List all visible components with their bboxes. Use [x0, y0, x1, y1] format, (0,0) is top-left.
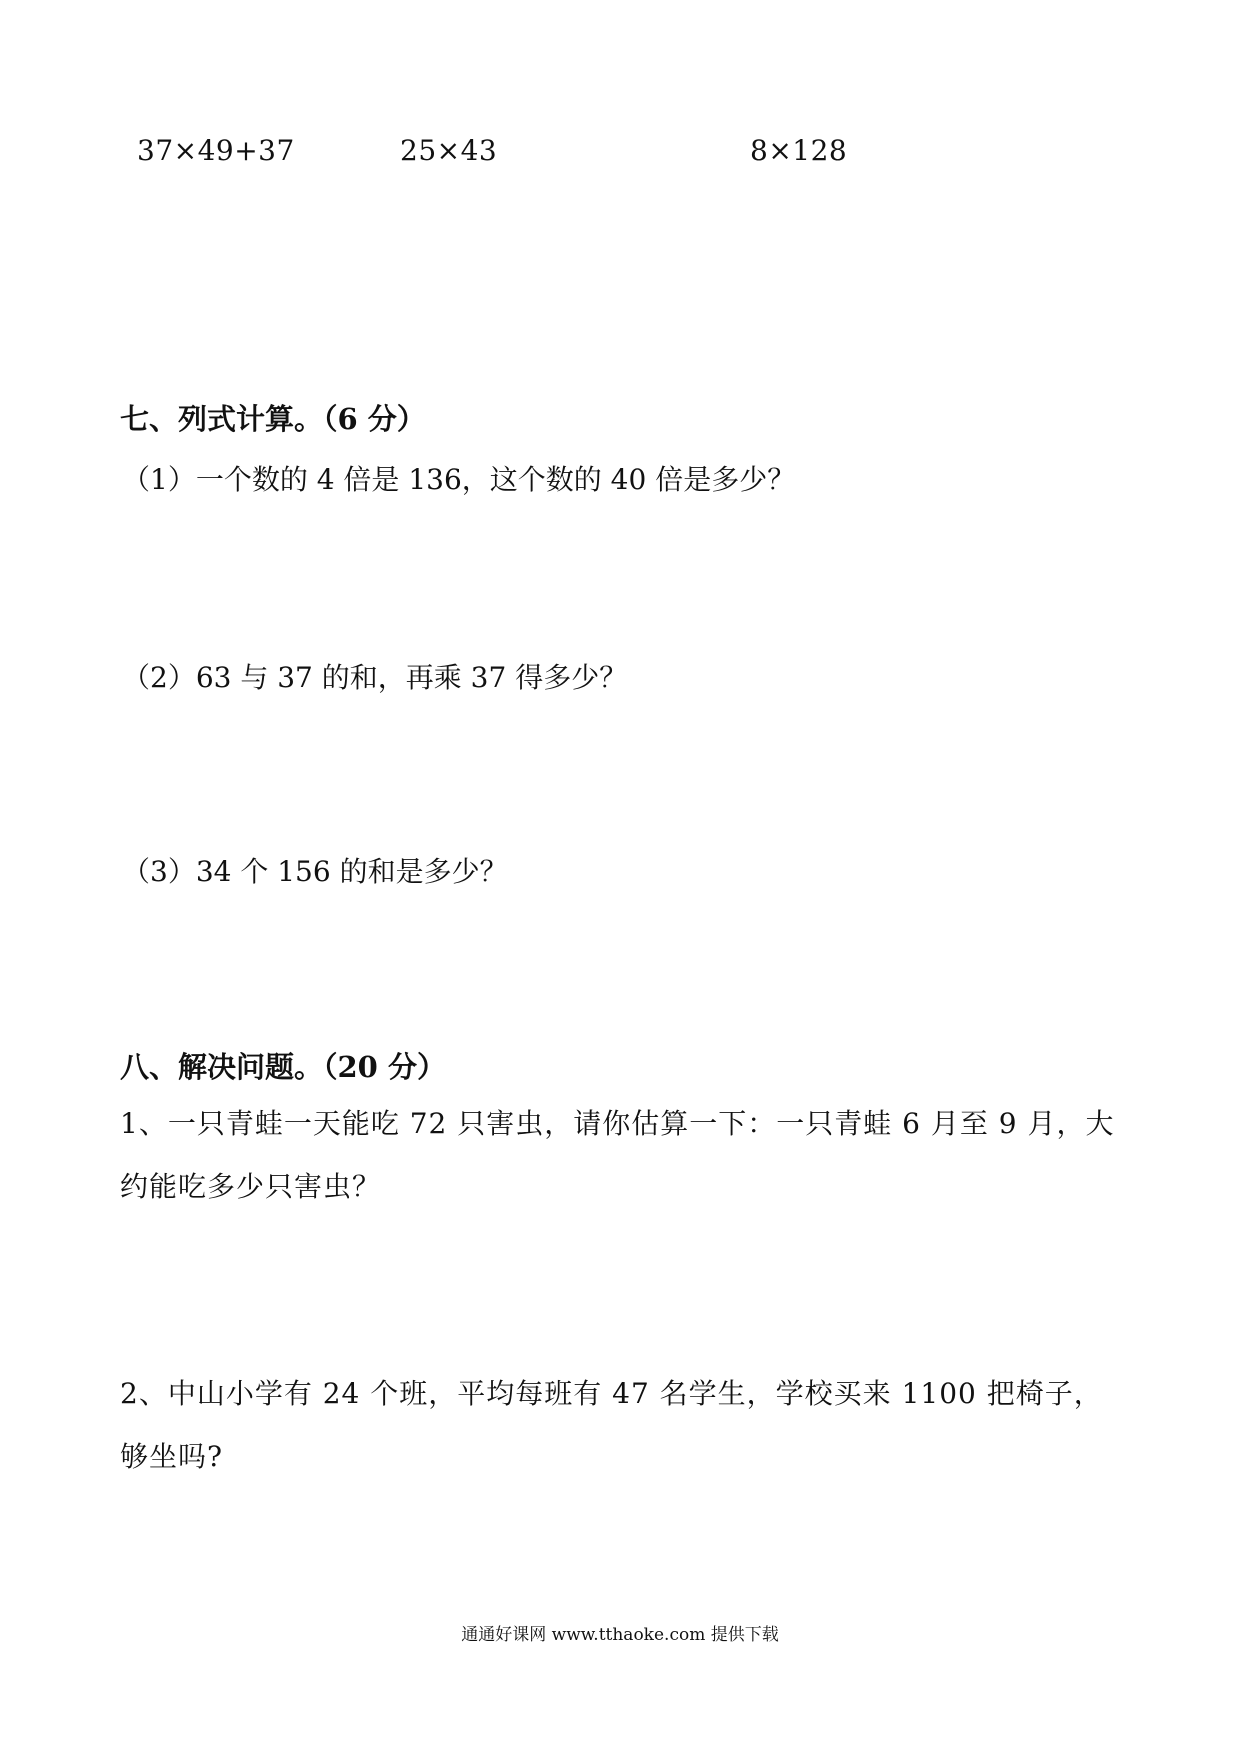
- question-item: （1）一个数的 4 倍是 136，这个数的 40 倍是多少？: [122, 463, 796, 496]
- section-heading-problem-solving: 八、解决问题。（20 分）: [120, 1050, 446, 1084]
- page-footer: 通通好课网 www.tthaoke.com 提供下载: [461, 1625, 779, 1645]
- section-heading-column-calculation: 七、列式计算。（6 分）: [120, 402, 426, 436]
- calc-expression: 8×128: [750, 134, 848, 167]
- word-problem: 2、中山小学有 24 个班，平均每班有 47 名学生，学校买来 1100 把椅子，够坐吗?: [120, 1377, 1103, 1473]
- calc-expression: 25×43: [400, 134, 498, 167]
- question-item: （2）63 与 37 的和，再乘 37 得多少？: [122, 661, 628, 694]
- calc-expression: 37×49+37: [137, 134, 295, 167]
- word-problem: 1、一只青蛙一天能吃 72 只害虫，请你估算一下：一只青蛙 6 月至 9 月，大约能吃多少只害虫？: [120, 1107, 1115, 1203]
- question-item: （3）34 个 156 的和是多少？: [122, 855, 508, 888]
